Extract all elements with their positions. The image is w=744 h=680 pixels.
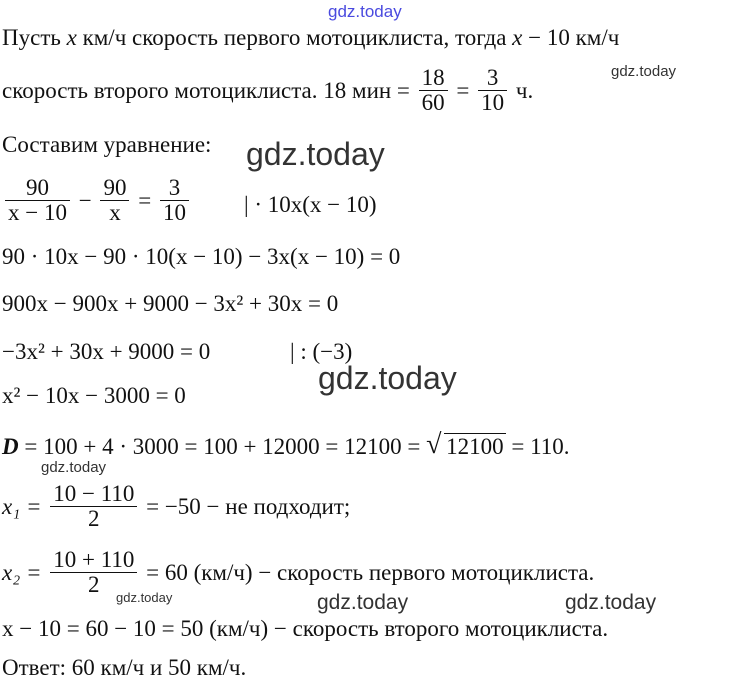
text: = [132, 188, 157, 214]
watermark-small-3: gdz.today [116, 590, 173, 605]
watermark-small-1: gdz.today [611, 63, 677, 80]
denominator: 10 [481, 90, 505, 116]
line-10 [2, 482, 350, 531]
watermark-top: gdz.today [328, 2, 402, 21]
text: Пусть [2, 25, 67, 50]
var-x: x [66, 25, 77, 50]
denominator: 2 [88, 572, 100, 598]
line-5: 90 · 10x − 90 · 10(x − 10) − 3x(x − 10) = 0 [2, 244, 401, 269]
line-7-divider: | : (−3) [290, 339, 353, 364]
line-1 [2, 26, 619, 49]
numerator: 18 [419, 66, 448, 91]
fraction-3-10 [160, 176, 189, 225]
text: = [450, 78, 476, 104]
text: = 60 (км/ч) − скорость первого мотоциклиста. [140, 560, 595, 586]
denominator: x − 10 [8, 200, 67, 226]
text: ч. [510, 78, 534, 104]
discriminant-label: D [2, 434, 19, 459]
fraction-x1 [50, 482, 137, 531]
numerator: 10 + 110 [50, 548, 137, 573]
line-4 [2, 176, 192, 225]
fraction-3-10 [478, 66, 507, 115]
line-11 [2, 548, 594, 597]
denominator: x [109, 200, 121, 226]
numerator: 3 [478, 66, 507, 91]
text: − [72, 188, 98, 214]
text: x₁ = [2, 494, 48, 520]
watermark-big-2: gdz.today [318, 360, 457, 396]
text: − 10 км/ч [522, 25, 620, 50]
sqrt-sign-icon: √ [426, 429, 442, 460]
text: км/ч скорость первого мотоциклиста, тогда [76, 25, 513, 50]
text: = 110. [505, 434, 570, 459]
fraction-90-x-10 [5, 176, 70, 225]
radicand: 12100 [446, 434, 504, 459]
numerator: 90 [5, 176, 70, 201]
line-9 [2, 429, 570, 460]
text: = −50 − не подходит; [140, 494, 351, 520]
line-6: 900x − 900x + 9000 − 3x² + 30x = 0 [2, 291, 339, 316]
denominator: 60 [421, 90, 445, 116]
line-2 [2, 66, 533, 115]
numerator: 3 [160, 176, 189, 201]
fraction-90-x [100, 176, 129, 225]
denominator: 2 [88, 506, 100, 532]
line-13: Ответ: 60 км/ч и 50 км/ч. [2, 655, 247, 680]
line-7: −3x² + 30x + 9000 = 0 [2, 339, 211, 364]
line-3: Составим уравнение: [2, 132, 212, 157]
square-root [426, 429, 506, 460]
watermark-mid-1: gdz.today [317, 591, 409, 614]
var-x: x [512, 25, 523, 50]
text: скорость второго мотоциклиста. 18 мин = [2, 78, 416, 104]
fraction-18-60 [419, 66, 448, 115]
numerator: 10 − 110 [50, 482, 137, 507]
watermark-small-2: gdz.today [41, 459, 107, 476]
denominator: 10 [162, 200, 186, 226]
watermark-mid-2: gdz.today [565, 591, 657, 614]
watermark-big-1: gdz.today [246, 136, 385, 172]
line-12: x − 10 = 60 − 10 = 50 (км/ч) − скорость второго мотоциклиста. [2, 616, 609, 641]
numerator: 90 [100, 176, 129, 201]
line-8: x² − 10x − 3000 = 0 [2, 383, 186, 408]
text: x₂ = [2, 560, 48, 586]
line-4-multiplier: | · 10x(x − 10) [244, 192, 377, 217]
text: = 100 + 4 · 3000 = 100 + 12000 = 12100 = [18, 434, 427, 459]
